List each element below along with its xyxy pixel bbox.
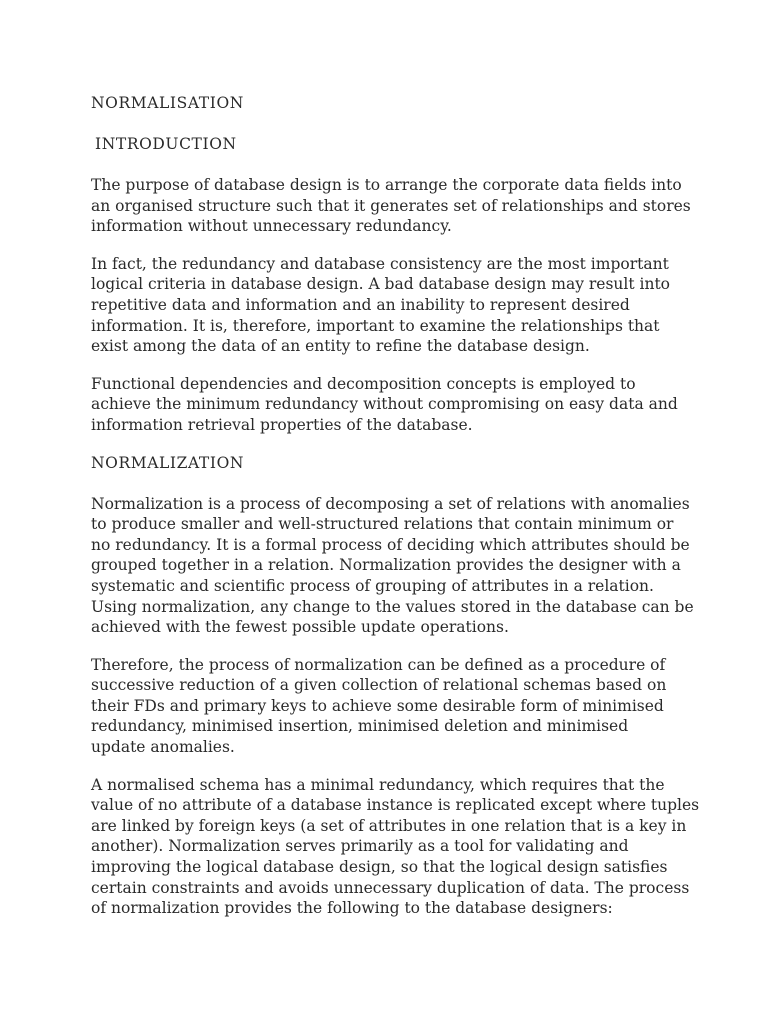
paragraph-line: value of no attribute of a database instance is replicated except where tuples	[91, 796, 700, 815]
paragraph-line: their FDs and primary keys to achieve some desirable form of minimised	[91, 696, 664, 715]
paragraph-line: Functional dependencies and decomposition concepts is employed to	[91, 374, 636, 393]
paragraph-line: certain constraints and avoids unnecessary duplication of data. The process	[91, 878, 690, 897]
paragraph-line: achieved with the fewest possible update operations.	[91, 618, 509, 637]
paragraph-normalization-procedure	[91, 655, 681, 758]
paragraph-line: Normalization is a process of decomposing a set of relations with anomalies	[91, 494, 690, 513]
paragraph-line: achieve the minimum redundancy without compromising on easy data and	[91, 395, 678, 414]
paragraph-line: The purpose of database design is to arrange the corporate data fields into	[91, 176, 682, 194]
paragraph-purpose	[91, 175, 691, 237]
paragraph-line: to produce smaller and well-structured relations that contain minimum or	[91, 515, 674, 534]
paragraph-line: are linked by foreign keys (a set of attributes in one relation that is a key in	[91, 816, 687, 835]
paragraph-normalised-schema	[91, 775, 700, 919]
heading-introduction: INTRODUCTION	[95, 135, 237, 153]
paragraph-line: improving the logical database design, so that the logical design satisfies	[91, 858, 668, 877]
heading-normalisation: NORMALISATION	[91, 94, 244, 112]
paragraph-line: update anomalies.	[91, 738, 235, 757]
paragraph-line: of normalization provides the following to the database designers:	[91, 899, 613, 918]
heading-normalization: NORMALIZATION	[91, 453, 245, 472]
paragraph-line: Using normalization, any change to the values stored in the database can be	[91, 597, 694, 616]
document-page	[91, 93, 700, 936]
paragraph-line: information. It is, therefore, important to examine the relationships that	[91, 316, 660, 335]
paragraph-line: an organised structure such that it generates set of relationships and stores	[91, 196, 691, 215]
paragraph-normalization-definition	[91, 494, 694, 638]
paragraph-line: information retrieval properties of the database.	[91, 415, 473, 434]
paragraph-line: logical criteria in database design. A bad database design may result into	[91, 275, 671, 294]
paragraph-line: successive reduction of a given collection of relational schemas based on	[91, 676, 667, 695]
paragraph-line: another). Normalization serves primarily as a tool for validating and	[91, 837, 629, 856]
paragraph-line: repetitive data and information and an inability to represent desired	[91, 295, 630, 314]
paragraph-line: redundancy, minimised insertion, minimised deletion and minimised	[91, 717, 629, 736]
paragraph-functional-dependencies	[91, 374, 681, 436]
paragraph-line: A normalised schema has a minimal redundancy, which requires that the	[91, 775, 665, 794]
paragraph-line: information without unnecessary redundancy.	[91, 217, 452, 236]
paragraph-line: exist among the data of an entity to refine the database design.	[91, 337, 590, 356]
paragraph-line: systematic and scientific process of grouping of attributes in a relation.	[91, 576, 654, 595]
paragraph-line: Therefore, the process of normalization can be defined as a procedure of	[91, 655, 666, 674]
paragraph-line: In fact, the redundancy and database consistency are the most important	[91, 254, 669, 273]
paragraph-line: grouped together in a relation. Normalization provides the designer with a	[91, 556, 681, 575]
paragraph-redundancy	[91, 254, 681, 357]
paragraph-line: no redundancy. It is a formal process of deciding which attributes should be	[91, 535, 690, 554]
